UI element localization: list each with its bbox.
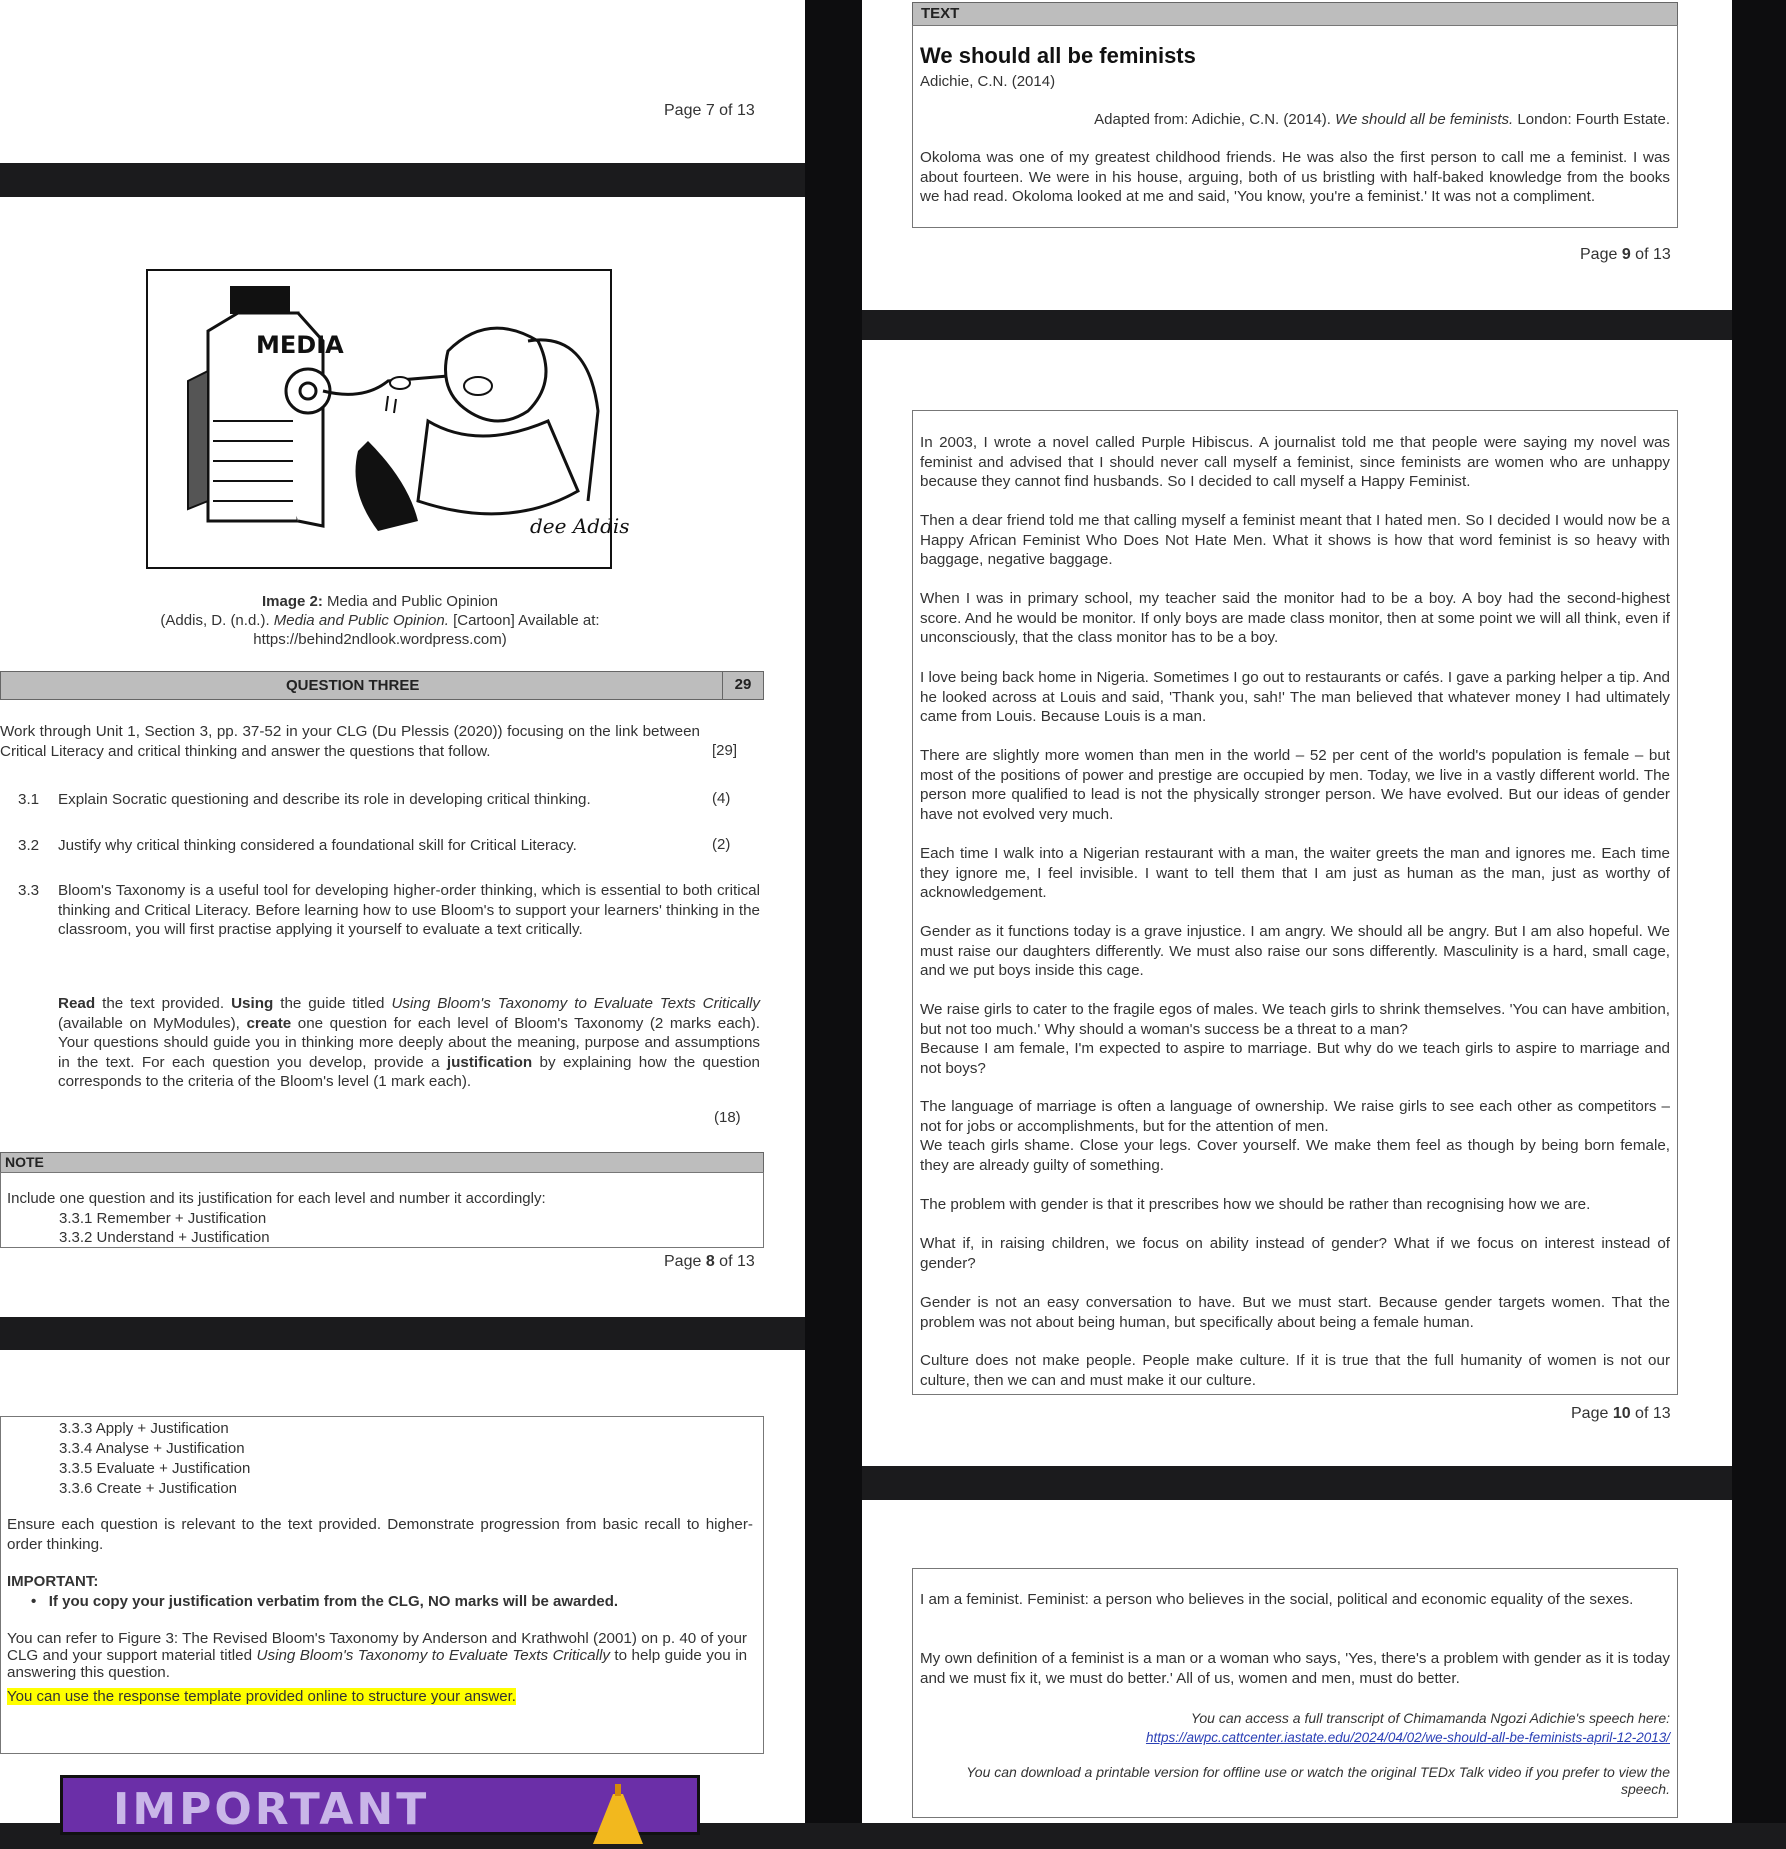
text-para-2: In 2003, I wrote a novel called Purple Hibiscus. A journalist told me that people were saying my novel was feminist and advised that I should never call myself a feminist, since feminists are women who are unhappy because they cannot find husbands. So I decided to call myself a Happy Feminist. [920,434,1670,490]
text-para-9: We raise girls to cater to the fragile egos of males. We teach girls to shrink themselves. 'You can have ambition, but not too much.' Why should a woman's success be a threat to a man? Because I am female, I'm expected to aspire to marriage. But why do we teach girls to aspire to marriage and not boys? [920,1001,1670,1077]
text-header: TEXT [912,2,1678,26]
text-author: Adichie, C.N. (2014) [920,73,1056,90]
question-title: QUESTION THREE [286,677,420,694]
question-3-2: 3.2 Justify why critical thinking considered a foundational skill for Critical Literacy. [18,837,577,854]
caption-source: (Addis, D. (n.d.). Media and Public Opinion. [Cartoon] Available at: [160,612,600,629]
text-para-7: Each time I walk into a Nigerian restaurant with a man, the waiter greets the man and ignores me. Each time they ignore me, I feel invisible. I want to tell them that I am just as human as the man, just as worthy of acknowledgement. [920,845,1670,901]
text-box [912,25,1678,228]
text-para-10: The language of marriage is often a language of ownership. We raise girls to see each other as competitors – not for jobs or accomplishments, but for the attention of men. We teach girls shame. Close your legs. Cover yourself. We make them feel as though by being born female, they are already guilty of something. [920,1098,1670,1174]
ensure-text: Ensure each question is relevant to the text provided. Demonstrate progression from basic recall to higher-order thinking. [7,1516,753,1553]
note-item-1: 3.3.1 Remember + Justification [59,1210,267,1227]
question-3-3-task: Read the text provided. Using the guide titled Using Bloom's Taxonomy to Evaluate Texts Critically (available on MyModules), create one question for each level of Bloom's Taxonomy (2 marks each). Your questions should guide you in thinking more deeply about the meaning, purpose and assumptions in the text. For each question you develop, provide a justification by explaining how the question corresponds to the criteria of the Bloom's level (1 mark each). [58,995,760,1090]
text-para-8: Gender as it functions today is a grave injustice. I am angry. We should all be angry. But I am also hopeful. We must raise our daughters differently. We must also raise our sons differently. Masculinity is a hard, small cage, and we put boys inside this cage. [920,923,1670,979]
note-item-2: 3.3.2 Understand + Justification [59,1229,270,1246]
text-para-3: Then a dear friend told me that calling myself a feminist meant that I hated men. So I decided I would now be a Happy African Feminist Who Does Not Hate Men. What it shows is how that word feminist is so heavy with baggage, negative baggage. [920,512,1670,568]
text-para-15: I am a feminist. Feminist: a person who believes in the social, political and economic equality of the sexes. [920,1591,1634,1608]
text-para-4: When I was in primary school, my teacher said the monitor had to be a boy. A boy had the second-highest score. And he would be monitor. If only boys are made class monitor, then at some point we will all think, even if unconsciously, that the class monitor has to be a boy. [920,590,1670,646]
banner-text: IMPORTANT [113,1784,430,1835]
intro-marks: [29] [712,742,738,759]
text-para-16: My own definition of a feminist is a man or a woman who says, 'Yes, there's a problem with gender as it is today and we must fix it, we must do better.' All of us, women and men, must do better. [920,1650,1670,1687]
question-3-1: 3.1 Explain Socratic questioning and describe its role in developing critical thinking. [18,791,591,808]
note-item-6: 3.3.6 Create + Justification [59,1480,238,1497]
q31-marks: (4) [712,790,731,807]
text-continued-box [912,410,1678,1395]
question-3-3-text: Bloom's Taxonomy is a useful tool for developing higher-order thinking, which is essential to both critical thinking and Critical Literacy. Before learning how to use Bloom's to support your learners' thinking in the classroom, you will first practise applying it yourself to evaluate a text critically. [58,882,760,938]
important-banner [60,1775,700,1835]
important-bullet: • If you copy your justification verbatim from the CLG, NO marks will be awarded. [31,1593,619,1610]
right-edge-bar [1732,0,1786,1823]
text-final-box [912,1568,1678,1818]
caption-title: Image 2: Media and Public Opinion [262,593,498,610]
page-8 [0,197,805,1317]
text-para-5: I love being back home in Nigeria. Sometimes I go out to restaurants or cafés. I gave a parking helper a tip. And he looked across at Louis and said, 'Thank you, sah!' The man believed that whatever money I had ultimately came from Louis. Because Louis is a man. [920,669,1670,725]
column-divider [805,0,862,1823]
text-para-12: What if, in raising children, we focus on ability instead of gender? What if we focus on interest instead of gender? [920,1235,1670,1272]
page-label: Page 10 of 13 [1571,1405,1671,1422]
note-item-3: 3.3.3 Apply + Justification [59,1420,229,1437]
page-11 [862,1500,1732,1823]
media-label: MEDIA [256,331,344,359]
text-para-6: There are slightly more women than men in the world – 52 per cent of the world's population is female – but most of the positions of power and prestige are occupied by men. Today, we live in a vastly different world. The person more qualified to lead is not the physically stronger person. We have evolved. But our ideas of gender have not evolved very much. [920,747,1670,823]
download-note: You can download a printable version for offline use or watch the original TEDx Talk video if you prefer to view the speech. [966,1764,1670,1797]
q32-marks: (2) [712,836,731,853]
note-item-4: 3.3.4 Analyse + Justification [59,1440,245,1457]
refer-text: You can refer to Figure 3: The Revised Bloom's Taxonomy by Anderson and Krathwohl (2001) on p. 40 of your CLG and your support material titled Using Bloom's Taxonomy to Evaluate Texts Critically to help guide you in answering this question. [7,1630,748,1681]
note-header: NOTE [0,1152,764,1173]
page-9-left [0,1350,805,1835]
question-marks-box: 29 [722,671,763,700]
page-9-right [862,0,1732,310]
note-continued-box [0,1416,764,1754]
text-adapted-from: Adapted from: Adichie, C.N. (2014). We should all be feminists. London: Fourth Estate. [1094,111,1670,128]
important-label: IMPORTANT: [7,1573,99,1590]
cartoon-image [146,269,630,569]
text-para-1: Okoloma was one of my greatest childhood friends. He was also the first person to call me a feminist. I was about fourteen. We were in his house, arguing, both of us bristling with half-baked knowledge from the books we had read. Okoloma looked at me and said, 'You know, you're a feminist.' It was not a compliment. [920,149,1670,205]
page-7 [0,0,805,163]
caption-url: https://behind2ndlook.wordpress.com) [253,631,507,648]
page-label: Page 8 of 13 [664,1253,755,1270]
text-para-11: The problem with gender is that it prescribes how we should be rather than recognising how we are. [920,1196,1591,1213]
response-template-highlight: You can use the response template provided online to structure your answer. [7,1688,516,1705]
note-box [0,1172,764,1248]
transcript-link-row [1146,1728,1670,1747]
note-item-5: 3.3.5 Evaluate + Justification [59,1460,251,1477]
question-intro: Work through Unit 1, Section 3, pp. 37-52 in your CLG (Du Plessis (2020)) focusing on the link between Critical Literacy and critical thinking and answer the questions that follow. [0,723,700,760]
page-label: Page 9 of 13 [1580,246,1671,263]
question-3-3-num: 3.3 [18,882,40,899]
text-para-13: Gender is not an easy conversation to have. But we must start. Because gender targets women. That the problem was not about being human, but specifically about being a female human. [920,1294,1670,1331]
lamp-icon [583,1784,653,1844]
image-caption [0,592,760,649]
page-label: Page 7 of 13 [664,102,755,119]
transcript-link[interactable]: https://awpc.cattcenter.iastate.edu/2024/04/02/we-should-all-be-feminists-april-12-2013/ [1145,1730,1670,1745]
media-cartoon-illustration [148,271,630,566]
text-title: We should all be feminists [920,43,1196,68]
transcript-note: You can access a full transcript of Chimamanda Ngozi Adichie's speech here: [1190,1710,1670,1726]
text-para-14: Culture does not make people. People make culture. If it is true that the full humanity of women is not our culture, then we can and must make it our culture. [920,1352,1670,1389]
page-10 [862,340,1732,1466]
note-line: Include one question and its justification for each level and number it accordingly: [7,1190,546,1207]
question-three-header [0,671,764,700]
cartoon-signature: dee Addis [530,514,630,538]
q33-marks: (18) [714,1109,741,1126]
